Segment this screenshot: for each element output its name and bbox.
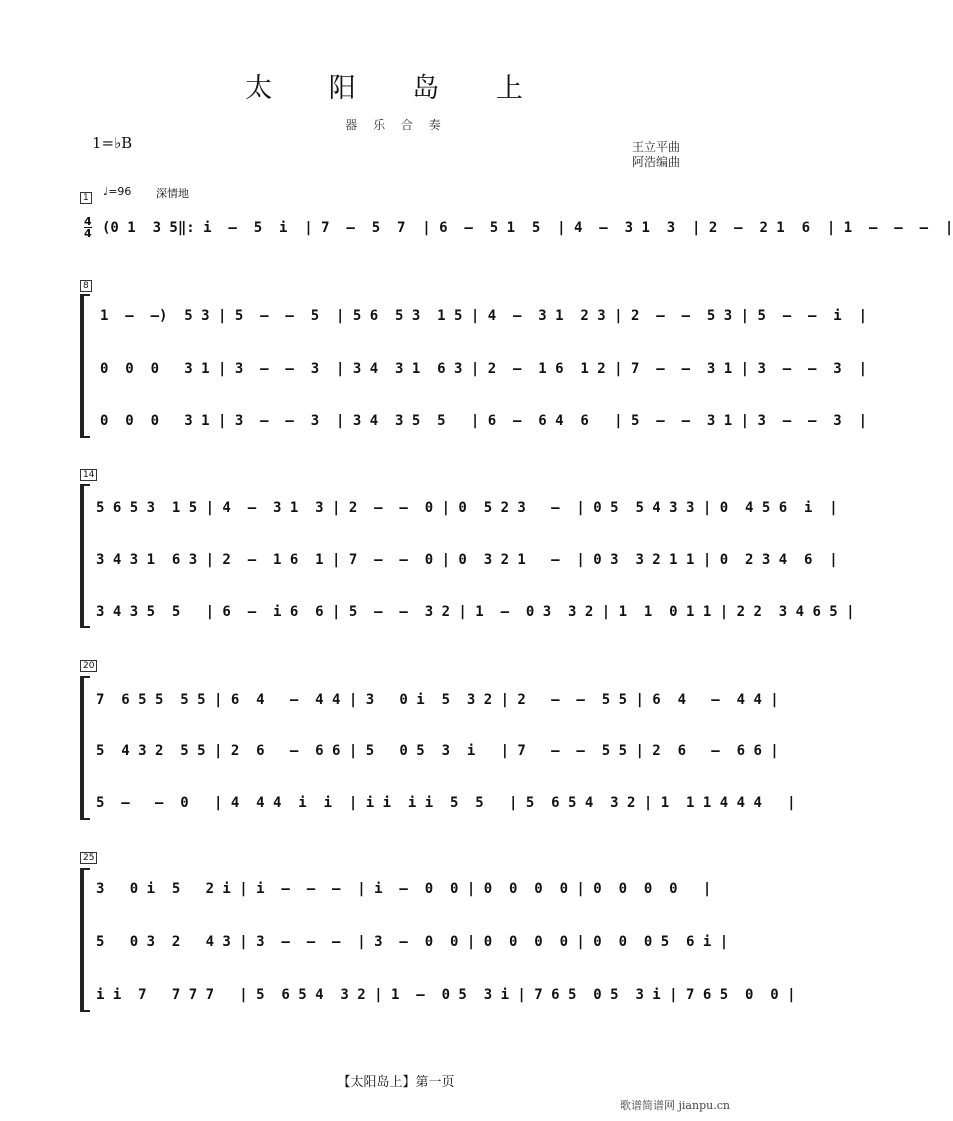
expression-marking: 深情地 [156, 187, 189, 200]
score-line: 3 4 3 5 5 | 6 – i 6 6 | 5 – – 3 2 | 1 – 0 3 3 2 | 1 1 0 1 1 | 2 2 3 4 6 5 | [96, 604, 855, 620]
score-line: 5 – – 0 | 4 4 4 i i | i i i i 5 5 | 5 6 5 4 3 2 | 1 1 1 4 4 4 | [96, 795, 796, 811]
score-line: 0 0 0 3 1 | 3 – – 3 | 3 4 3 5 5 | 6 – 6 4 6 | 5 – – 3 1 | 3 – – 3 | [100, 413, 868, 429]
page-footer: 【太阳岛上】第一页 [337, 1075, 455, 1090]
measure-number: 1 [80, 192, 92, 204]
bracket-top [80, 676, 90, 678]
score-line: 1 – –) 5 3 | 5 – – 5 | 5 6 5 3 1 5 | 4 – 3 1 2 3 | 2 – – 5 3 | 5 – – i | [100, 308, 868, 324]
score-subtitle: 器 乐 合 奏 [345, 118, 447, 132]
site-watermark: 歌谱简谱网 jianpu.cn [620, 1099, 730, 1112]
bracket-bottom [80, 818, 90, 820]
arranger-credit: 阿浩编曲 [632, 155, 681, 169]
score-line: (0 1 3 5‖: i – 5 i | 7 – 5 7 | 6 – 5 1 5 | 4 – 3 1 3 | 2 – 2 1 6 | 1 – – – | [102, 220, 953, 236]
key-signature: 1=♭B [92, 134, 133, 152]
time-signature [84, 216, 92, 239]
composer-credit: 王立平曲 [632, 140, 681, 154]
bracket-bottom [80, 436, 90, 438]
tempo-marking: ♩=96 [103, 185, 132, 198]
measure-number: 25 [80, 852, 97, 864]
score-line: 3 4 3 1 6 3 | 2 – 1 6 1 | 7 – – 0 | 0 3 2 1 – | 0 3 3 2 1 1 | 0 2 3 4 6 | [96, 552, 838, 568]
bracket-bottom [80, 1010, 90, 1012]
time-signature-bottom: 4 [84, 227, 92, 240]
score-line: 5 4 3 2 5 5 | 2 6 – 6 6 | 5 0 5 3 i | 7 – – 5 5 | 2 6 – 6 6 | [96, 743, 779, 759]
score-line: 5 0 3 2 4 3 | 3 – – – | 3 – 0 0 | 0 0 0 0 | 0 0 0 5 6 i | [96, 934, 729, 950]
score-line: 7 6 5 5 5 5 | 6 4 – 4 4 | 3 0 i 5 3 2 | 2 – – 5 5 | 6 4 – 4 4 | [96, 692, 779, 708]
score-line: 3 0 i 5 2 i | i – – – | i – 0 0 | 0 0 0 0 | 0 0 0 0 | [96, 881, 712, 897]
bracket-bottom [80, 626, 90, 628]
system-bracket [80, 484, 84, 628]
score-line: 0 0 0 3 1 | 3 – – 3 | 3 4 3 1 6 3 | 2 – 1 6 1 2 | 7 – – 3 1 | 3 – – 3 | [100, 361, 868, 377]
measure-number: 20 [80, 660, 97, 672]
time-signature-top: 4 [84, 215, 92, 228]
system-bracket [80, 294, 84, 438]
score-line: i i 7 7 7 7 | 5 6 5 4 3 2 | 1 – 0 5 3 i | 7 6 5 0 5 3 i | 7 6 5 0 0 | [96, 987, 796, 1003]
bracket-top [80, 294, 90, 296]
measure-number: 14 [80, 469, 97, 481]
bracket-top [80, 868, 90, 870]
score-line: 5 6 5 3 1 5 | 4 – 3 1 3 | 2 – – 0 | 0 5 2 3 – | 0 5 5 4 3 3 | 0 4 5 6 i | [96, 500, 838, 516]
system-bracket [80, 676, 84, 820]
system-bracket [80, 868, 84, 1012]
measure-number: 8 [80, 280, 92, 292]
bracket-top [80, 484, 90, 486]
score-title: 太 阳 岛 上 [245, 73, 547, 104]
